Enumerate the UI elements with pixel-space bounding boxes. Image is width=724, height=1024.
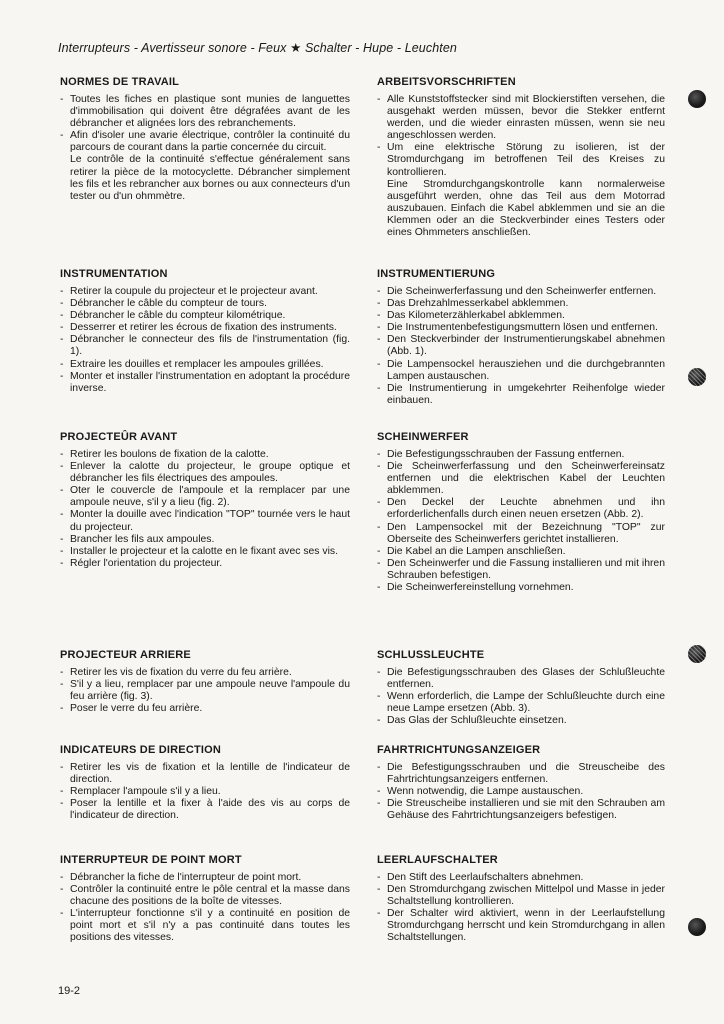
list-item [377, 334, 665, 358]
item-text: Contrôler la continuité entre le pôle central et la masse dans chacune des positions de la boîte de vitesses. [70, 884, 350, 908]
list-item [377, 359, 665, 383]
dash-bullet: - [60, 322, 64, 334]
section [60, 649, 350, 715]
section [377, 76, 665, 239]
list-item [377, 142, 665, 178]
item-text: Afin d'isoler une avarie électrique, contrôler la continuité du parcours de courant dans la partie concernée du circuit. [70, 130, 350, 154]
dash-bullet: - [377, 691, 381, 703]
dash-bullet: - [60, 798, 64, 810]
list-item [377, 383, 665, 407]
section-title: INSTRUMENTIERUNG [377, 268, 496, 280]
section [60, 76, 350, 203]
dash-bullet: - [60, 130, 64, 142]
list-item [377, 322, 665, 334]
list-item [60, 703, 350, 715]
dash-bullet: - [377, 872, 381, 883]
dash-bullet: - [377, 545, 381, 557]
dash-bullet: - [377, 762, 381, 773]
item-text: Die Instrumentierung in umgekehrter Reihenfolge wieder einbauen. [387, 382, 665, 406]
list-item [60, 762, 350, 786]
section-title: INDICATEURS DE DIRECTION [60, 744, 222, 756]
list-item [377, 715, 665, 727]
instruction-list [60, 449, 350, 570]
item-text: Die Kabel an die Lampen anschließen. [387, 545, 566, 557]
item-text: Retirer la coupule du projecteur et le projecteur avant. [70, 286, 318, 297]
list-item [377, 94, 665, 142]
list-item [60, 322, 350, 334]
list-item [377, 546, 665, 558]
list-item [60, 872, 350, 884]
list-item [60, 679, 350, 703]
item-text: Remplacer l'ampoule s'il y a lieu. [70, 786, 221, 798]
dash-bullet: - [60, 334, 64, 346]
list-item [60, 509, 350, 533]
instruction-list [60, 286, 350, 395]
section-title: INTERRUPTEUR DE POINT MORT [60, 854, 242, 866]
dash-bullet: - [377, 334, 381, 346]
list-item [60, 667, 350, 679]
section-title: PROJECTEÛR AVANT [60, 431, 178, 443]
dash-bullet: - [60, 786, 64, 798]
item-text: S'il y a lieu, remplacer par une ampoule neuve l'ampoule du feu arrière (fig. 3). [70, 679, 350, 703]
item-text: Retirer les vis de fixation et la lentille de l'indicateur de direction. [70, 762, 350, 786]
list-item [377, 558, 665, 582]
item-text: Alle Kunststoffstecker sind mit Blockierstiften versehen, die ausgehakt werden müssen, bevor die Stekker entfernt werden, und die wieder einrasten müssen, wenn sie neu angeschlossen werden. [387, 94, 665, 142]
dash-bullet: - [60, 908, 64, 920]
list-item [60, 798, 350, 822]
list-item [377, 786, 665, 798]
list-item [60, 310, 350, 322]
dash-bullet: - [377, 798, 381, 810]
dash-bullet: - [60, 358, 64, 370]
list-item [60, 558, 350, 570]
item-text: Monter la douille avec l'indication "TOP" tournée vers le haut du projecteur. [70, 509, 350, 533]
dash-bullet: - [377, 786, 381, 798]
dash-bullet: - [377, 358, 381, 370]
dash-bullet: - [60, 679, 64, 691]
item-text: Die Befestigungsschrauben der Fassung entfernen. [387, 449, 625, 460]
section-title: SCHEINWERFER [377, 431, 469, 443]
item-text: Enlever la calotte du projecteur, le groupe optique et débrancher les fils électriques des ampoules. [70, 461, 350, 485]
list-item [377, 762, 665, 786]
instruction-list [60, 667, 350, 715]
section-title: LEERLAUFSCHALTER [377, 854, 498, 866]
instruction-list [60, 94, 350, 203]
item-text: Den Lampensockel mit der Bezeichnung "TOP" zur Oberseite des Scheinwerfers gerichtet installieren. [387, 521, 665, 545]
dash-bullet: - [60, 449, 64, 460]
dash-bullet: - [377, 908, 381, 920]
binding-hole-icon [688, 368, 706, 386]
list-item [377, 582, 665, 594]
list-item [60, 298, 350, 310]
item-text: Die Instrumentenbefestigungsmuttern lösen und entfernen. [387, 322, 658, 334]
list-item [60, 371, 350, 395]
item-text: Brancher les fils aux ampoules. [70, 533, 215, 545]
dash-bullet: - [60, 872, 64, 883]
item-text: Der Schalter wird aktiviert, wenn in der Leerlaufstellung Stromdurchgang herrscht und kein Stromdurchgang in allen Schaltstellungen. [387, 908, 665, 944]
item-text: Eine Stromdurchgangskontrolle kann normalerweise ausgeführt werden, ohne das Teil aus dem Motorrad auszubauen. Einfach die Kabel abklemmen und sie an die Klemmen oder an die Steckverbinder eines Testers oder eines Ohmmeters anschließen. [387, 178, 665, 239]
dash-bullet: - [60, 667, 64, 678]
list-item [377, 522, 665, 546]
list-item [60, 546, 350, 558]
list-item [60, 286, 350, 298]
instruction-list [377, 94, 665, 239]
dash-bullet: - [377, 286, 381, 297]
item-text: Die Scheinwerferfassung und den Scheinwerfereinsatz entfernen und die elektrischen Kabel der Leuchten abklemmen. [387, 461, 665, 497]
item-text: Débrancher le câble du compteur kilométrique. [70, 310, 286, 322]
dash-bullet: - [60, 557, 64, 569]
binding-hole-icon [688, 645, 706, 663]
item-text: Toutes les fiches en plastique sont munies de languettes d'immobilisation qui doivent être dégrafées avant de les débrancher et alignées lors des rebranchements. [70, 94, 350, 130]
list-item [60, 485, 350, 509]
instruction-list [60, 872, 350, 945]
item-text: Wenn erforderlich, die Lampe der Schlußleuchte durch eine neue Lampe ersetzen (Abb. 3). [387, 691, 665, 715]
item-text: Die Scheinwerferfassung und den Scheinwerfer entfernen. [387, 286, 657, 297]
item-text: L'interrupteur fonctionne s'il y a continuité en position de point mort et s'il n'y a pas continuité dans toutes les positions des vitesses. [70, 908, 350, 944]
list-item [60, 461, 350, 485]
instruction-list [60, 762, 350, 822]
section [60, 268, 350, 395]
dash-bullet: - [377, 667, 381, 678]
list-item [60, 884, 350, 908]
dash-bullet: - [60, 94, 64, 105]
section [60, 431, 350, 570]
section [60, 854, 350, 945]
list-item [60, 786, 350, 798]
instruction-list [377, 449, 665, 594]
item-text: Die Lampensockel herausziehen und die durchgebrannten Lampen austauschen. [387, 358, 665, 382]
list-item [60, 908, 350, 944]
item-text: Retirer les vis de fixation du verre du feu arrière. [70, 667, 292, 678]
item-text: Poser la lentille et la fixer à l'aide des vis au corps de l'indicateur de direction. [70, 798, 350, 822]
instruction-list [377, 872, 665, 945]
list-item [377, 667, 665, 691]
dash-bullet: - [60, 884, 64, 896]
dash-bullet: - [377, 310, 381, 322]
section [60, 744, 350, 822]
list-item [60, 94, 350, 130]
item-text: Den Deckel der Leuchte abnehmen und ihn erforderlichenfalls durch einen neuen ersetzen (Abb. 2). [387, 497, 665, 521]
item-text: Um eine elektrische Störung zu isolieren, ist der Stromdurchgang im betroffenen Teil des Kreises zu kontrollieren. [387, 142, 665, 178]
dash-bullet: - [377, 449, 381, 460]
list-item [377, 497, 665, 521]
section-title: INSTRUMENTATION [60, 268, 168, 280]
item-text: Monter et installer l'instrumentation en adoptant la procédure inverse. [70, 370, 350, 394]
item-text: Die Scheinwerfereinstellung vornehmen. [387, 582, 574, 594]
list-item [60, 154, 350, 202]
dash-bullet: - [60, 485, 64, 497]
list-item [377, 908, 665, 944]
page-number: 19-2 [58, 985, 81, 997]
list-item [60, 449, 350, 461]
section [377, 649, 665, 727]
item-text: Die Befestigungsschrauben und die Streuscheibe des Fahrtrichtungsanzeigers entfernen. [387, 762, 665, 786]
dash-bullet: - [377, 322, 381, 334]
section-title: FAHRTRICHTUNGSANZEIGER [377, 744, 541, 756]
list-item [377, 691, 665, 715]
list-item [377, 461, 665, 497]
dash-bullet: - [377, 142, 381, 154]
list-item [377, 179, 665, 239]
dash-bullet: - [377, 298, 381, 310]
item-text: Débrancher le connecteur des fils de l'instrumentation (fig. 1). [70, 334, 350, 358]
item-text: Wenn notwendig, die Lampe austauschen. [387, 786, 584, 798]
list-item [377, 884, 665, 908]
list-item [60, 334, 350, 358]
list-item [60, 534, 350, 546]
item-text: Den Steckverbinder der Instrumentierungskabel abnehmen (Abb. 1). [387, 334, 665, 358]
dash-bullet: - [377, 557, 381, 569]
dash-bullet: - [377, 884, 381, 896]
section-title: PROJECTEUR ARRIERE [60, 649, 191, 661]
section [377, 268, 665, 407]
item-text: Retirer les boulons de fixation de la calotte. [70, 449, 269, 460]
instruction-list [377, 762, 665, 822]
dash-bullet: - [60, 509, 64, 521]
item-text: Desserrer et retirer les écrous de fixation des instruments. [70, 322, 337, 334]
item-text: Das Kilometerzählerkabel abklemmen. [387, 310, 565, 322]
list-item [377, 798, 665, 822]
section [377, 854, 665, 945]
item-text: Le contrôle de la continuité s'effectue généralement sans retirer la pièce de la motocyclette. Débrancher simplement les fils et les rebrancher aux bornes ou aux connecteurs d'un tester ou d'un ohmmètre. [70, 154, 350, 202]
item-text: Débrancher le câble du compteur de tours. [70, 298, 267, 310]
dash-bullet: - [377, 382, 381, 394]
instruction-list [377, 667, 665, 727]
list-item [377, 286, 665, 298]
section-title: SCHLUSSLEUCHTE [377, 649, 485, 661]
item-text: Oter le couvercle de l'ampoule et la remplacer par une ampoule neuve, s'il y a lieu (fig. 2). [70, 485, 350, 509]
section [377, 744, 665, 822]
dash-bullet: - [60, 286, 64, 297]
list-item [60, 359, 350, 371]
section-title: ARBEITSVORSCHRIFTEN [377, 76, 516, 88]
item-text: Die Streuscheibe installieren und sie mit den Schrauben am Gehäuse des Fahrtrichtungsanzeigers befestigen. [387, 798, 665, 822]
item-text: Régler l'orientation du projecteur. [70, 557, 223, 569]
dash-bullet: - [60, 762, 64, 773]
dash-bullet: - [377, 94, 381, 105]
binding-hole-icon [688, 918, 706, 936]
dash-bullet: - [60, 703, 64, 715]
item-text: Installer le projecteur et la calotte en le fixant avec ses vis. [70, 545, 338, 557]
list-item [377, 872, 665, 884]
dash-bullet: - [377, 497, 381, 509]
dash-bullet: - [60, 461, 64, 473]
item-text: Poser le verre du feu arrière. [70, 703, 203, 715]
dash-bullet: - [377, 582, 381, 594]
dash-bullet: - [377, 715, 381, 727]
list-item [60, 130, 350, 154]
page-header: Interrupteurs - Avertisseur sonore - Feux ★ Schalter - Hupe - Leuchten [58, 41, 457, 55]
item-text: Das Glas der Schlußleuchte einsetzen. [387, 715, 567, 727]
item-text: Den Stromdurchgang zwischen Mittelpol und Masse in jeder Schaltstellung kontrollieren. [387, 884, 665, 908]
section-title: NORMES DE TRAVAIL [60, 76, 180, 88]
item-text: Das Drehzahlmesserkabel abklemmen. [387, 298, 569, 310]
section [377, 431, 665, 594]
instruction-list [377, 286, 665, 407]
dash-bullet: - [377, 461, 381, 473]
item-text: Den Scheinwerfer und die Fassung installieren und mit ihren Schrauben befestigen. [387, 557, 665, 581]
item-text: Den Stift des Leerlaufschalters abnehmen. [387, 872, 584, 883]
dash-bullet: - [60, 298, 64, 310]
binding-hole-icon [688, 90, 706, 108]
item-text: Débrancher la fiche de l'interrupteur de point mort. [70, 872, 302, 883]
dash-bullet: - [60, 310, 64, 322]
dash-bullet: - [60, 545, 64, 557]
list-item [377, 449, 665, 461]
item-text: Extraire les douilles et remplacer les ampoules grillées. [70, 358, 324, 370]
dash-bullet: - [377, 521, 381, 533]
list-item [377, 298, 665, 310]
dash-bullet: - [60, 370, 64, 382]
item-text: Die Befestigungsschrauben des Glases der Schlußleuchte entfernen. [387, 667, 665, 691]
list-item [377, 310, 665, 322]
dash-bullet: - [60, 533, 64, 545]
